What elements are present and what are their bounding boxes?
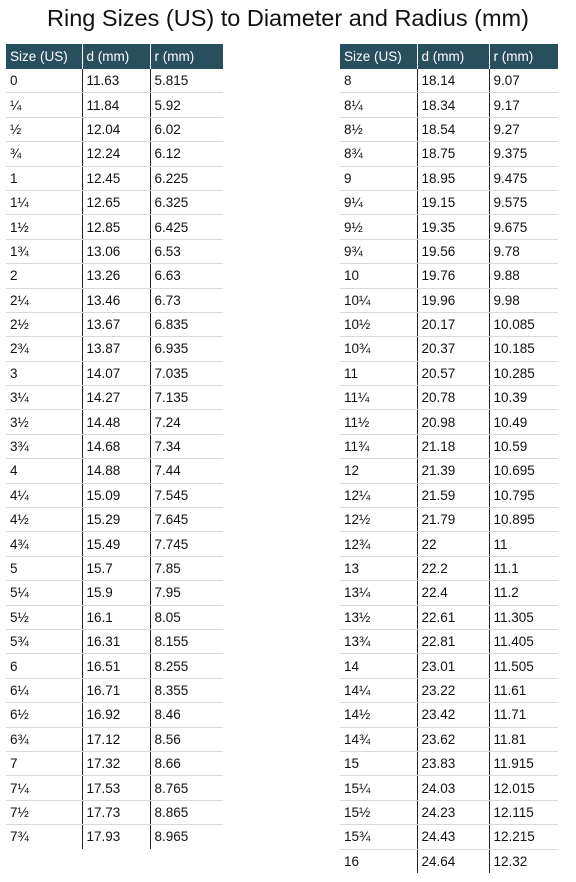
header-size-us: Size (US) bbox=[6, 44, 82, 69]
table-row bbox=[340, 190, 558, 214]
cell-diameter: 19.15 bbox=[417, 190, 489, 214]
cell-diameter: 23.83 bbox=[417, 751, 489, 775]
cell-radius: 8.965 bbox=[154, 829, 189, 845]
table-row bbox=[6, 678, 223, 702]
cell-size-us: 6 bbox=[6, 654, 82, 678]
cell-size-us: 9¼ bbox=[340, 190, 417, 214]
table-row bbox=[340, 849, 558, 873]
cell-radius: 8.05 bbox=[150, 605, 223, 629]
cell-radius: 6.425 bbox=[150, 215, 223, 239]
cell-size-us: 4¼ bbox=[6, 483, 82, 507]
table-row bbox=[340, 69, 558, 93]
cell-size-us: 1½ bbox=[6, 215, 82, 239]
cell-diameter: 23.42 bbox=[417, 703, 489, 727]
cell-diameter: 23.62 bbox=[417, 727, 489, 751]
cell-size-us: 4 bbox=[6, 459, 82, 483]
cell-size-us: 8¾ bbox=[340, 142, 417, 166]
cell-radius: 5.92 bbox=[150, 93, 223, 117]
cell-radius: 10.49 bbox=[489, 410, 558, 434]
cell-diameter: 21.18 bbox=[417, 434, 489, 458]
cell-size-us: 9¾ bbox=[340, 239, 417, 263]
cell-diameter: 19.96 bbox=[417, 288, 489, 312]
cell-diameter: 22.81 bbox=[417, 629, 489, 653]
cell-size-us: 13 bbox=[340, 556, 417, 580]
cell-diameter: 18.75 bbox=[417, 142, 489, 166]
cell-size-us: 4½ bbox=[6, 508, 82, 532]
cell-size-us: 2¾ bbox=[6, 337, 82, 361]
cell-radius: 12.32 bbox=[493, 853, 528, 869]
table-row bbox=[6, 605, 223, 629]
cell-diameter: 12.65 bbox=[82, 190, 150, 214]
table-row bbox=[6, 69, 223, 93]
table-row bbox=[6, 776, 223, 800]
cell-size-us: 10½ bbox=[340, 312, 417, 336]
cell-size-us: 14½ bbox=[340, 703, 417, 727]
cell-diameter: 16.92 bbox=[82, 703, 150, 727]
cell-size-us: 11½ bbox=[340, 410, 417, 434]
table-row bbox=[6, 337, 223, 361]
cell-size-us: 9½ bbox=[340, 215, 417, 239]
cell-radius: 11.71 bbox=[489, 703, 558, 727]
cell-radius: 6.225 bbox=[150, 166, 223, 190]
cell-radius: 7.035 bbox=[150, 361, 223, 385]
cell-size-us: ½ bbox=[6, 117, 82, 141]
table-row bbox=[340, 215, 558, 239]
cell-diameter: 24.23 bbox=[417, 800, 489, 824]
table-row bbox=[340, 751, 558, 775]
cell-size-us: 15 bbox=[340, 751, 417, 775]
cell-radius: 5.815 bbox=[150, 69, 223, 93]
table-row bbox=[340, 337, 558, 361]
cell-size-us: 8¼ bbox=[340, 93, 417, 117]
table-row bbox=[340, 678, 558, 702]
table-row bbox=[6, 508, 223, 532]
table-row bbox=[6, 166, 223, 190]
table-row bbox=[340, 142, 558, 166]
table-row bbox=[340, 361, 558, 385]
header-diameter: d (mm) bbox=[82, 44, 150, 69]
cell-diameter: 12.85 bbox=[82, 215, 150, 239]
cell-size-us: 5¾ bbox=[6, 629, 82, 653]
cell-size-us: 16 bbox=[340, 849, 417, 873]
table-row bbox=[6, 581, 223, 605]
cell-diameter: 16.1 bbox=[82, 605, 150, 629]
cell-radius: 10.39 bbox=[489, 386, 558, 410]
cell-radius: 9.07 bbox=[489, 69, 558, 93]
table-row bbox=[6, 117, 223, 141]
cell-radius: 8.66 bbox=[150, 751, 223, 775]
table-row bbox=[340, 117, 558, 141]
cell-size-us: 10¾ bbox=[340, 337, 417, 361]
cell-diameter: 23.22 bbox=[417, 678, 489, 702]
cell-size-us: 8½ bbox=[340, 117, 417, 141]
cell-diameter: 12.04 bbox=[82, 117, 150, 141]
cell-size-us: 7¼ bbox=[6, 776, 82, 800]
table-row bbox=[6, 800, 223, 824]
table-row bbox=[6, 825, 223, 849]
cell-size-us: 9 bbox=[340, 166, 417, 190]
cell-diameter: 19.76 bbox=[417, 264, 489, 288]
table-row bbox=[340, 727, 558, 751]
cell-diameter: 13.87 bbox=[82, 337, 150, 361]
table-row bbox=[340, 556, 558, 580]
table-row bbox=[6, 532, 223, 556]
table-row bbox=[340, 93, 558, 117]
cell-diameter: 18.54 bbox=[417, 117, 489, 141]
cell-diameter: 14.68 bbox=[82, 434, 150, 458]
cell-size-us: 10 bbox=[340, 264, 417, 288]
cell-size-us: 14¾ bbox=[340, 727, 417, 751]
table-row bbox=[340, 825, 558, 849]
page-title: Ring Sizes (US) to Diameter and Radius (mm) bbox=[47, 5, 529, 31]
cell-diameter: 14.07 bbox=[82, 361, 150, 385]
table-row bbox=[6, 361, 223, 385]
table-row bbox=[340, 703, 558, 727]
header-radius: r (mm) bbox=[489, 44, 558, 69]
cell-radius: 10.185 bbox=[489, 337, 558, 361]
table-row bbox=[6, 751, 223, 775]
header-diameter: d (mm) bbox=[417, 44, 489, 69]
cell-diameter: 24.03 bbox=[417, 776, 489, 800]
cell-diameter: 18.34 bbox=[417, 93, 489, 117]
cell-diameter: 16.71 bbox=[82, 678, 150, 702]
table-row bbox=[6, 386, 223, 410]
cell-diameter: 22 bbox=[417, 532, 489, 556]
cell-size-us: 4¾ bbox=[6, 532, 82, 556]
header-radius: r (mm) bbox=[150, 44, 223, 69]
cell-size-us: 12¾ bbox=[340, 532, 417, 556]
cell-radius: 11 bbox=[489, 532, 558, 556]
cell-size-us: 1 bbox=[6, 166, 82, 190]
cell-diameter: 23.01 bbox=[417, 654, 489, 678]
cell-radius: 8.865 bbox=[150, 800, 223, 824]
cell-radius: 11.405 bbox=[489, 629, 558, 653]
cell-radius: 10.795 bbox=[489, 483, 558, 507]
table-header-row bbox=[340, 44, 558, 69]
cell-radius: 9.27 bbox=[489, 117, 558, 141]
cell-radius: 9.475 bbox=[489, 166, 558, 190]
cell-radius: 7.95 bbox=[150, 581, 223, 605]
cell-diameter: 17.73 bbox=[82, 800, 150, 824]
table-row bbox=[6, 556, 223, 580]
cell-diameter: 15.9 bbox=[82, 581, 150, 605]
table-row bbox=[340, 386, 558, 410]
cell-radius: 7.135 bbox=[150, 386, 223, 410]
cell-size-us: 2½ bbox=[6, 312, 82, 336]
cell-diameter: 20.17 bbox=[417, 312, 489, 336]
cell-size-us: 6¾ bbox=[6, 727, 82, 751]
cell-radius: 10.59 bbox=[489, 434, 558, 458]
table-row bbox=[6, 239, 223, 263]
cell-radius: 8.155 bbox=[150, 629, 223, 653]
cell-diameter: 18.14 bbox=[417, 69, 489, 93]
cell-radius: 7.645 bbox=[150, 508, 223, 532]
table-row bbox=[340, 654, 558, 678]
cell-diameter: 24.64 bbox=[417, 849, 489, 873]
cell-diameter: 18.95 bbox=[417, 166, 489, 190]
table-row bbox=[6, 215, 223, 239]
cell-radius: 6.63 bbox=[150, 264, 223, 288]
cell-diameter: 12.45 bbox=[82, 166, 150, 190]
cell-diameter: 24.43 bbox=[417, 825, 489, 849]
cell-size-us: 12½ bbox=[340, 508, 417, 532]
cell-diameter: 11.63 bbox=[82, 69, 150, 93]
cell-size-us: 15¼ bbox=[340, 776, 417, 800]
cell-radius: 12.115 bbox=[489, 800, 558, 824]
cell-radius: 12.215 bbox=[489, 825, 558, 849]
cell-diameter: 16.31 bbox=[82, 629, 150, 653]
cell-size-us: 1¼ bbox=[6, 190, 82, 214]
table-row bbox=[6, 483, 223, 507]
cell-radius: 10.085 bbox=[489, 312, 558, 336]
cell-size-us: 3¼ bbox=[6, 386, 82, 410]
cell-radius: 7.34 bbox=[150, 434, 223, 458]
cell-diameter: 21.59 bbox=[417, 483, 489, 507]
cell-size-us: 5¼ bbox=[6, 581, 82, 605]
ring-size-table-right bbox=[340, 44, 558, 873]
cell-radius: 11.505 bbox=[489, 654, 558, 678]
cell-radius: 6.73 bbox=[150, 288, 223, 312]
cell-size-us: 1¾ bbox=[6, 239, 82, 263]
cell-size-us: 8 bbox=[340, 69, 417, 93]
cell-size-us: 10¼ bbox=[340, 288, 417, 312]
cell-radius: 11.1 bbox=[489, 556, 558, 580]
cell-size-us: 3 bbox=[6, 361, 82, 385]
cell-radius: 7.545 bbox=[150, 483, 223, 507]
cell-size-us: 15¾ bbox=[340, 825, 417, 849]
cell-size-us: 2 bbox=[6, 264, 82, 288]
cell-size-us: 13¾ bbox=[340, 629, 417, 653]
cell-radius: 8.46 bbox=[150, 703, 223, 727]
cell-size-us: 15½ bbox=[340, 800, 417, 824]
cell-diameter: 14.88 bbox=[82, 459, 150, 483]
table-row bbox=[340, 264, 558, 288]
table-row bbox=[6, 654, 223, 678]
cell-size-us: 11 bbox=[340, 361, 417, 385]
table-row bbox=[340, 410, 558, 434]
cell-diameter: 20.57 bbox=[417, 361, 489, 385]
table-row bbox=[6, 703, 223, 727]
cell-size-us: 14 bbox=[340, 654, 417, 678]
cell-diameter: 15.29 bbox=[82, 508, 150, 532]
cell-diameter: 12.24 bbox=[82, 142, 150, 166]
table-row bbox=[6, 142, 223, 166]
cell-diameter: 21.39 bbox=[417, 459, 489, 483]
table-row bbox=[340, 605, 558, 629]
table-row bbox=[340, 239, 558, 263]
cell-radius: 8.56 bbox=[150, 727, 223, 751]
table-row bbox=[340, 800, 558, 824]
table-row bbox=[340, 629, 558, 653]
cell-size-us: 12 bbox=[340, 459, 417, 483]
cell-diameter: 22.2 bbox=[417, 556, 489, 580]
cell-radius: 11.61 bbox=[489, 678, 558, 702]
cell-size-us: 11¼ bbox=[340, 386, 417, 410]
cell-diameter: 14.48 bbox=[82, 410, 150, 434]
cell-size-us: 11¾ bbox=[340, 434, 417, 458]
cell-diameter: 13.26 bbox=[82, 264, 150, 288]
table-row bbox=[6, 190, 223, 214]
cell-size-us: 13½ bbox=[340, 605, 417, 629]
cell-radius: 8.765 bbox=[150, 776, 223, 800]
table-row bbox=[340, 312, 558, 336]
cell-size-us: 5 bbox=[6, 556, 82, 580]
cell-diameter: 19.56 bbox=[417, 239, 489, 263]
cell-diameter: 15.7 bbox=[82, 556, 150, 580]
cell-radius: 8.355 bbox=[150, 678, 223, 702]
cell-diameter: 17.53 bbox=[82, 776, 150, 800]
cell-radius: 7.745 bbox=[150, 532, 223, 556]
cell-diameter: 14.27 bbox=[82, 386, 150, 410]
table-row bbox=[340, 776, 558, 800]
cell-size-us: 7 bbox=[6, 751, 82, 775]
cell-radius: 9.675 bbox=[489, 215, 558, 239]
cell-size-us: 13¼ bbox=[340, 581, 417, 605]
cell-diameter: 19.35 bbox=[417, 215, 489, 239]
cell-diameter: 17.32 bbox=[82, 751, 150, 775]
cell-size-us: 3½ bbox=[6, 410, 82, 434]
cell-radius: 10.895 bbox=[489, 508, 558, 532]
cell-size-us: 6¼ bbox=[6, 678, 82, 702]
cell-radius: 6.325 bbox=[150, 190, 223, 214]
table-row bbox=[6, 264, 223, 288]
cell-size-us: 2¼ bbox=[6, 288, 82, 312]
table-row bbox=[340, 483, 558, 507]
table-row bbox=[6, 93, 223, 117]
table-row bbox=[6, 459, 223, 483]
cell-diameter: 13.06 bbox=[82, 239, 150, 263]
cell-radius: 11.915 bbox=[489, 751, 558, 775]
header-size-us: Size (US) bbox=[340, 44, 417, 69]
cell-radius: 6.12 bbox=[150, 142, 223, 166]
cell-radius: 12.015 bbox=[489, 776, 558, 800]
cell-size-us: ¼ bbox=[6, 93, 82, 117]
cell-diameter: 20.37 bbox=[417, 337, 489, 361]
cell-radius: 7.85 bbox=[150, 556, 223, 580]
cell-radius: 9.78 bbox=[489, 239, 558, 263]
cell-radius: 9.575 bbox=[489, 190, 558, 214]
table-row bbox=[6, 312, 223, 336]
cell-diameter: 22.4 bbox=[417, 581, 489, 605]
cell-radius: 11.2 bbox=[489, 581, 558, 605]
cell-radius: 6.835 bbox=[150, 312, 223, 336]
table-row bbox=[340, 532, 558, 556]
cell-radius: 9.375 bbox=[489, 142, 558, 166]
cell-diameter: 17.12 bbox=[82, 727, 150, 751]
cell-diameter: 15.49 bbox=[82, 532, 150, 556]
cell-size-us: 3¾ bbox=[6, 434, 82, 458]
cell-radius: 9.88 bbox=[489, 264, 558, 288]
cell-size-us: 6½ bbox=[6, 703, 82, 727]
cell-radius: 6.935 bbox=[150, 337, 223, 361]
cell-radius: 7.44 bbox=[150, 459, 223, 483]
table-row bbox=[340, 434, 558, 458]
cell-diameter: 20.78 bbox=[417, 386, 489, 410]
table-row bbox=[340, 459, 558, 483]
cell-size-us: ¾ bbox=[6, 142, 82, 166]
cell-radius: 10.695 bbox=[489, 459, 558, 483]
cell-radius: 9.98 bbox=[489, 288, 558, 312]
table-row bbox=[340, 508, 558, 532]
table-row bbox=[340, 581, 558, 605]
table-header-row bbox=[6, 44, 223, 69]
cell-diameter: 11.84 bbox=[82, 93, 150, 117]
table-row bbox=[6, 727, 223, 751]
cell-radius: 8.255 bbox=[150, 654, 223, 678]
table-row bbox=[340, 288, 558, 312]
cell-diameter: 13.46 bbox=[82, 288, 150, 312]
table-row bbox=[6, 629, 223, 653]
cell-radius: 6.53 bbox=[150, 239, 223, 263]
table-row bbox=[6, 288, 223, 312]
cell-size-us: 12¼ bbox=[340, 483, 417, 507]
cell-radius: 11.81 bbox=[489, 727, 558, 751]
cell-diameter: 21.79 bbox=[417, 508, 489, 532]
table-row bbox=[6, 410, 223, 434]
cell-diameter: 17.93 bbox=[82, 825, 150, 849]
cell-size-us: 7½ bbox=[6, 800, 82, 824]
cell-diameter: 13.67 bbox=[82, 312, 150, 336]
cell-size-us: 14¼ bbox=[340, 678, 417, 702]
cell-diameter: 16.51 bbox=[82, 654, 150, 678]
cell-size-us: 0 bbox=[6, 69, 82, 93]
cell-radius: 10.285 bbox=[489, 361, 558, 385]
cell-radius: 6.02 bbox=[150, 117, 223, 141]
cell-radius: 9.17 bbox=[489, 93, 558, 117]
cell-size-us: 5½ bbox=[6, 605, 82, 629]
cell-diameter: 15.09 bbox=[82, 483, 150, 507]
table-row bbox=[6, 434, 223, 458]
cell-diameter: 20.98 bbox=[417, 410, 489, 434]
cell-radius: 11.305 bbox=[489, 605, 558, 629]
cell-radius: 7.24 bbox=[150, 410, 223, 434]
cell-diameter: 22.61 bbox=[417, 605, 489, 629]
table-row bbox=[340, 166, 558, 190]
cell-size-us: 7¾ bbox=[6, 825, 82, 849]
ring-size-table-left bbox=[6, 44, 223, 849]
